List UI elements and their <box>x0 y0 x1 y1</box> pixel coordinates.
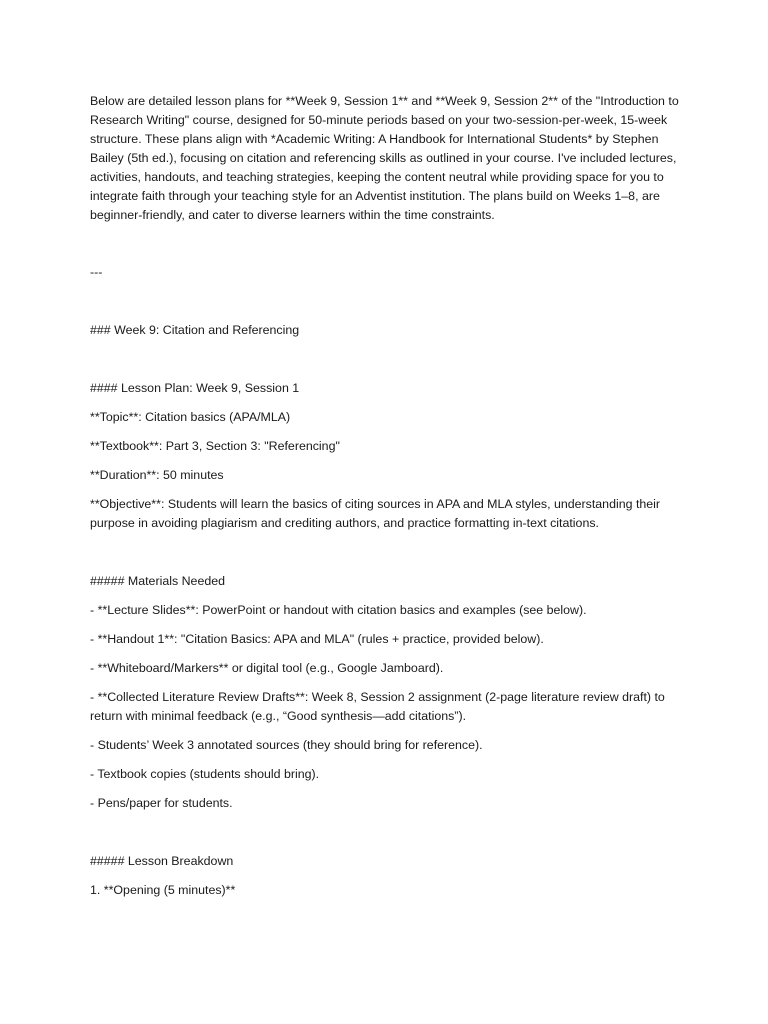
textbook-line: **Textbook**: Part 3, Section 3: "Referencing" <box>90 439 340 453</box>
breakdown-heading: ##### Lesson Breakdown <box>90 854 234 868</box>
materials-heading: ##### Materials Needed <box>90 574 226 588</box>
list-item: - **Handout 1**: "Citation Basics: APA and MLA" (rules + practice, provided below). <box>90 632 544 646</box>
list-item: - Textbook copies (students should bring). <box>90 767 320 781</box>
list-item: - Pens/paper for students. <box>90 796 233 810</box>
week-heading: ### Week 9: Citation and Referencing <box>90 323 300 337</box>
objective-paragraph: **Objective**: Students will learn the basics of citing sources in APA and MLA styles, understanding their purpose in avoiding plagiarism and crediting authors, and practice formatting in-text citations. <box>90 497 664 530</box>
duration-line: **Duration**: 50 minutes <box>90 468 224 482</box>
list-item: - **Whiteboard/Markers** or digital tool (e.g., Google Jamboard). <box>90 661 444 675</box>
list-item: - Students’ Week 3 annotated sources (they should bring for reference). <box>90 738 483 752</box>
session-heading: #### Lesson Plan: Week 9, Session 1 <box>90 381 300 395</box>
breakdown-first-step: 1. **Opening (5 minutes)** <box>90 883 236 897</box>
list-item: - **Collected Literature Review Drafts**: Week 8, Session 2 assignment (2-page literature review draft) to return with minimal feedback (e.g., “Good synthesis—add citations”). <box>90 690 669 723</box>
intro-paragraph: Below are detailed lesson plans for **Week 9, Session 1** and **Week 9, Session 2** of the "Introduction to Research Writing" course, designed for 50-minute periods based on your two-session-per-week, 15-week structure. These plans align with *Academic Writing: A Handbook for International Students* by Stephen Bailey (5th ed.), focusing on citation and referencing skills as outlined in your course. I've included lectures, activities, handouts, and teaching strategies, keeping the content neutral while providing space for you to integrate faith through your teaching style for an Adventist institution. The plans build on Weeks 1–8, are beginner-friendly, and cater to diverse learners within the time constraints. <box>90 94 683 222</box>
materials-list <box>90 601 680 813</box>
topic-line: **Topic**: Citation basics (APA/MLA) <box>90 410 291 424</box>
list-item: - **Lecture Slides**: PowerPoint or handout with citation basics and examples (see below). <box>90 603 587 617</box>
separator-line: --- <box>90 265 103 279</box>
document-page <box>90 92 683 900</box>
